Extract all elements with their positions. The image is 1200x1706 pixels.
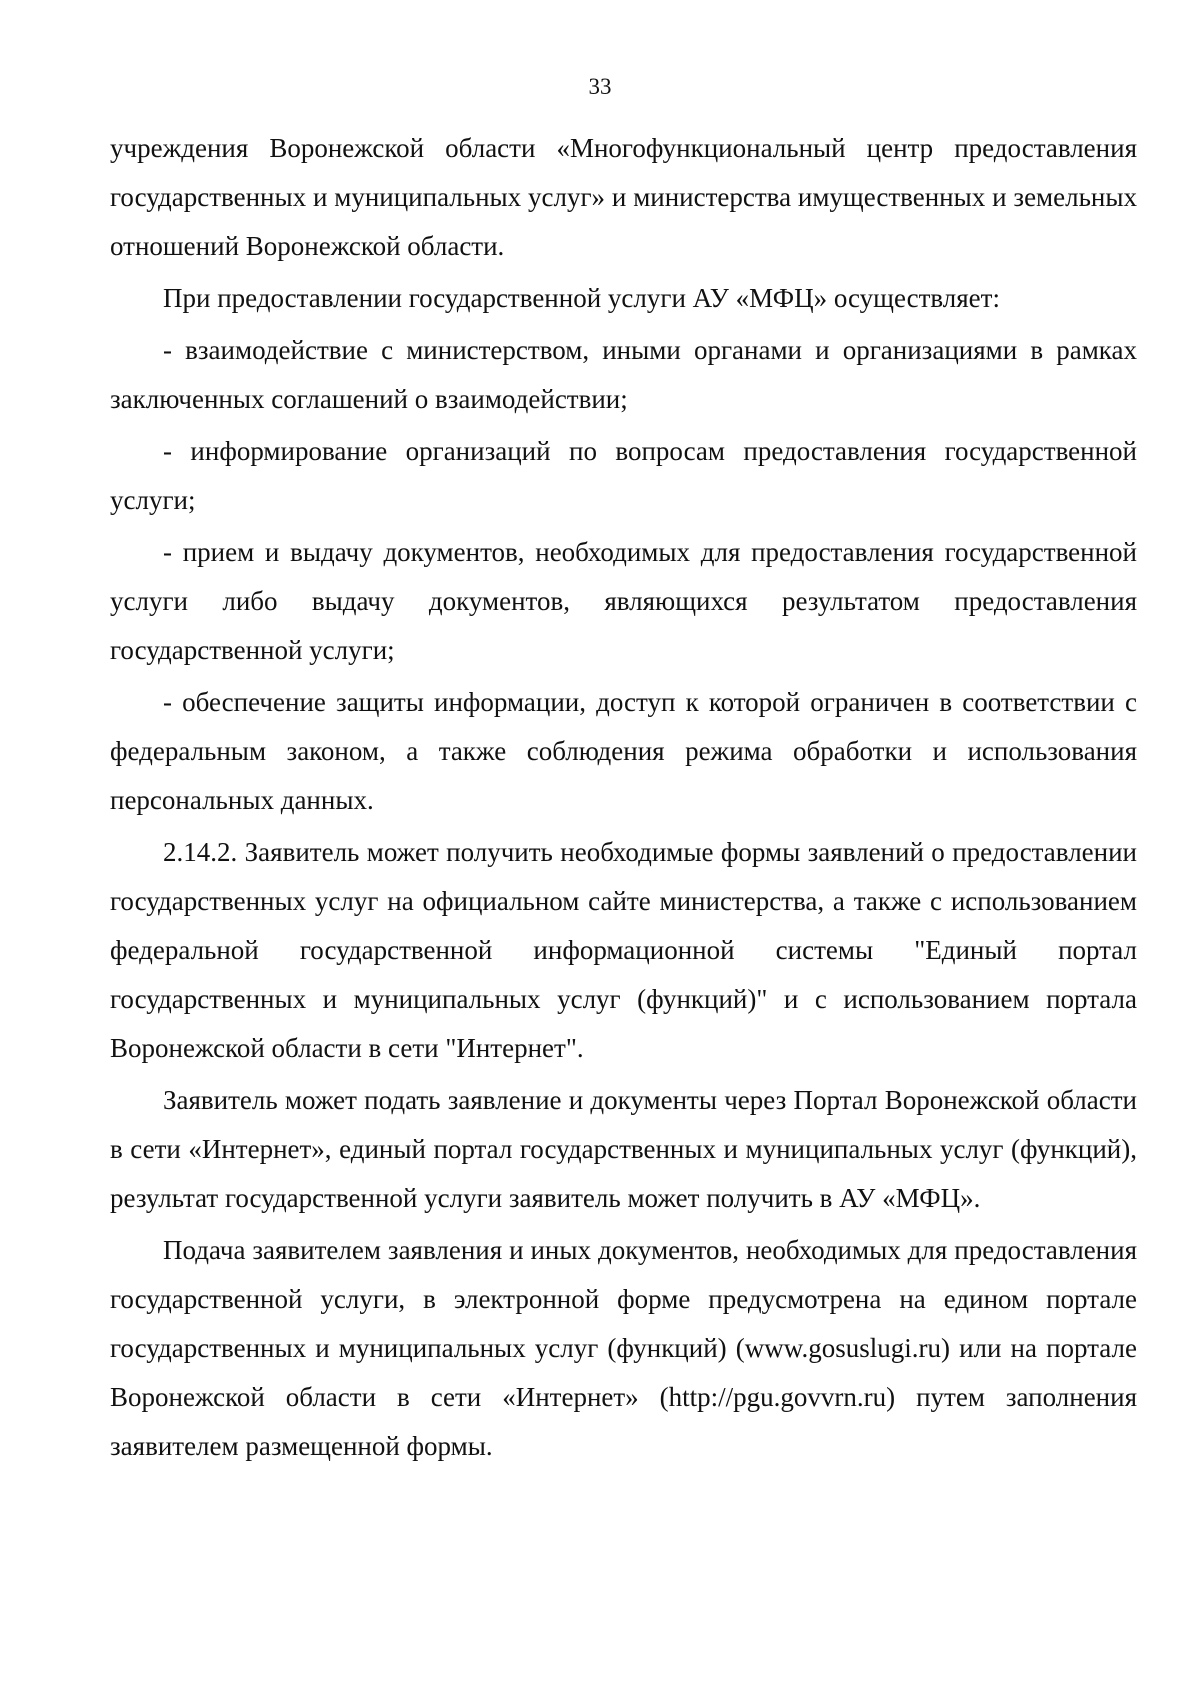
paragraph: При предоставлении государственной услуги АУ «МФЦ» осуществляет: bbox=[163, 283, 1000, 313]
paragraph: - прием и выдачу документов, необходимых для предоставления государственной услуги либо выдачу документов, являющихся результатом предоставления государственной услуги; bbox=[110, 537, 1137, 665]
paragraph: Заявитель может подать заявление и документы через Портал Воронежской области в сети «Интернет», единый портал государственных и муниципальных услуг (функций), результат государственной услуги заявитель может получить в АУ «МФЦ». bbox=[110, 1085, 1137, 1213]
paragraph: - информирование организаций по вопросам предоставления государственной услуги; bbox=[110, 436, 1137, 515]
paragraph: 2.14.2. Заявитель может получить необходимые формы заявлений о предоставлении государственных услуг на официальном сайте министерства, а также с использованием федеральной государственной информационной системы "Единый портал государственных и муниципальных услуг (функций)" и с использованием портала Воронежской области в сети "Интернет". bbox=[110, 837, 1137, 1063]
paragraph: - взаимодействие с министерством, иными органами и организациями в рамках заключенных соглашений о взаимодействии; bbox=[110, 335, 1137, 414]
paragraph: учреждения Воронежской области «Многофункциональный центр предоставления государственных и муниципальных услуг» и министерства имущественных и земельных отношений Воронежской области. bbox=[110, 133, 1137, 261]
page-number: 33 bbox=[588, 74, 612, 99]
paragraph: Подача заявителем заявления и иных документов, необходимых для предоставления государственной услуги, в электронной форме предусмотрена на едином портале государственных и муниципальных услуг (функций) (www.gosuslugi.ru) или на портале Воронежской области в сети «Интернет» (http://pgu.govvrn.ru) путем заполнения заявителем размещенной формы. bbox=[110, 1235, 1137, 1461]
paragraph: - обеспечение защиты информации, доступ к которой ограничен в соответствии с федеральным законом, а также соблюдения режима обработки и использования персональных данных. bbox=[110, 687, 1137, 815]
document-body bbox=[110, 124, 1137, 1474]
